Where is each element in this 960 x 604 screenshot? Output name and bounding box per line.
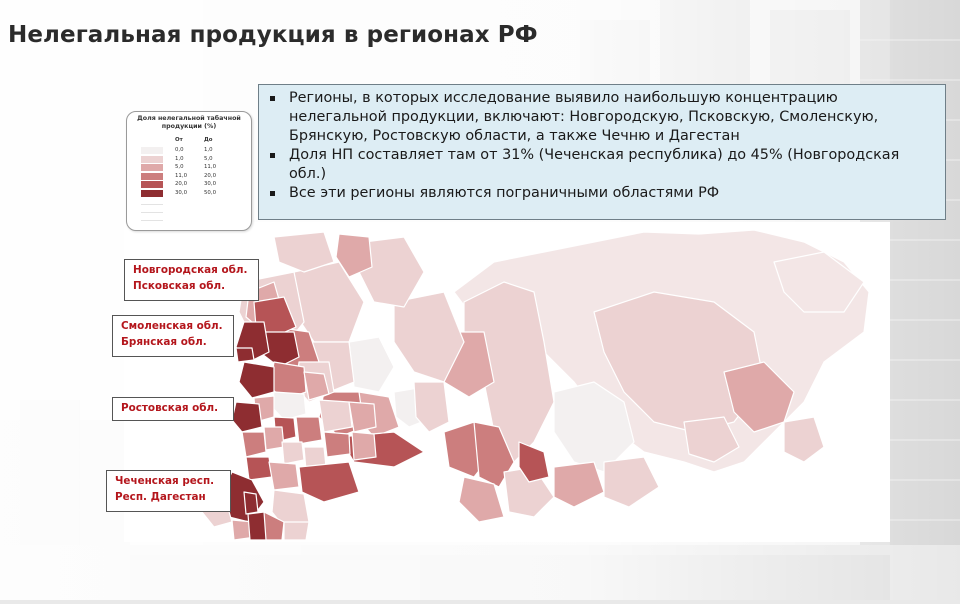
callout-line: Респ. Дагестан (115, 491, 206, 503)
legend-to-value: 20,0 (204, 172, 217, 179)
region-orel (264, 427, 284, 450)
legend-row (141, 181, 241, 189)
legend-from-value: 11,0 (175, 172, 188, 179)
region-penza (324, 432, 350, 457)
region-belgorod (246, 457, 272, 480)
region-nizhny (319, 400, 352, 432)
callout-smolensk-bryansk (112, 315, 234, 357)
legend-title: Доля нелегальной табачной продукции (%) (137, 115, 241, 130)
legend-to-value: 11,0 (204, 164, 217, 170)
legend-swatch (141, 156, 163, 163)
legend-col-to: До (204, 137, 213, 143)
slide-title: Нелегальная продукция в регионах РФ (8, 22, 538, 48)
info-bullet-text: Все эти регионы являются пограничными областями РФ (289, 185, 720, 201)
region-samara (352, 432, 376, 460)
region-bryansk (232, 402, 262, 432)
region-moscow (272, 392, 306, 420)
legend-col-from: От (175, 137, 183, 143)
legend-row (141, 164, 241, 172)
legend-empty-line (141, 220, 163, 221)
region-omsk (414, 382, 449, 432)
info-bullet-text: Доля НП составляет там от 31% (Чеченская республика) до 45% (Новгородская обл.) (289, 147, 900, 182)
legend-row (141, 173, 241, 181)
callout-rostov (112, 397, 234, 421)
info-bullet-text: Регионы, в которых исследование выявило наибольшую концентрацию нелегальной продукции, включают: Новгородскую, Псковскую, Смоленскую, Брянскую, Ростовскую области, а также Чечню и Дагестан (289, 90, 879, 144)
bullet-icon (270, 96, 275, 101)
region-orenburg (339, 432, 424, 467)
region-lipetsk (282, 442, 304, 464)
region-tatarstan (349, 402, 376, 432)
legend-to-value: 1,0 (204, 147, 213, 153)
region-smolensk (239, 362, 274, 398)
legend-from-value: 0,0 (175, 147, 184, 153)
legend-row (141, 156, 241, 164)
callout-chechnya-dagestan (106, 470, 231, 512)
callout-line: Ростовская обл. (121, 402, 219, 414)
bullet-icon (270, 191, 275, 196)
region-zabaikalsky (604, 457, 659, 507)
region-kursk (242, 432, 266, 457)
legend-from-value: 1,0 (175, 155, 184, 162)
info-bullet (259, 146, 945, 184)
region-saratov (299, 462, 359, 502)
region-chechnya (244, 492, 258, 514)
region-ryazan (296, 417, 322, 444)
map-legend (126, 111, 252, 231)
legend-swatch (141, 147, 163, 154)
callout-novgorod-pskov (124, 259, 259, 301)
legend-row (141, 190, 241, 198)
legend-to-value: 50,0 (204, 189, 217, 196)
legend-from-value: 5,0 (175, 164, 184, 170)
info-bullet (259, 184, 945, 203)
callout-line: Брянская обл. (121, 336, 207, 348)
legend-swatch (141, 190, 163, 197)
region-dagestan (248, 512, 266, 540)
legend-to-value: 30,0 (204, 181, 217, 187)
region-voronezh (269, 462, 299, 490)
info-bullet-list (259, 89, 945, 203)
region-kaliningrad (236, 348, 254, 362)
region-primorye (784, 417, 824, 462)
region-astrakhan (284, 522, 309, 540)
callout-line: Новгородская обл. (133, 264, 248, 276)
legend-empty-line (141, 204, 163, 205)
legend-from-value: 20,0 (175, 181, 188, 187)
callout-line: Псковская обл. (133, 280, 226, 292)
callout-line: Чеченская респ. (115, 475, 215, 487)
legend-swatch (141, 164, 163, 171)
bullet-icon (270, 153, 275, 158)
legend-to-value: 5,0 (204, 155, 213, 162)
legend-from-value: 30,0 (175, 189, 188, 196)
region-sverdlovsk (349, 337, 394, 392)
legend-swatch (141, 173, 163, 180)
info-box (258, 84, 946, 220)
legend-swatch (141, 181, 163, 188)
region-buryatia (554, 462, 604, 507)
legend-empty-line (141, 212, 163, 213)
callout-line: Смоленская обл. (121, 320, 223, 332)
info-bullet (259, 89, 945, 146)
legend-row (141, 147, 241, 155)
